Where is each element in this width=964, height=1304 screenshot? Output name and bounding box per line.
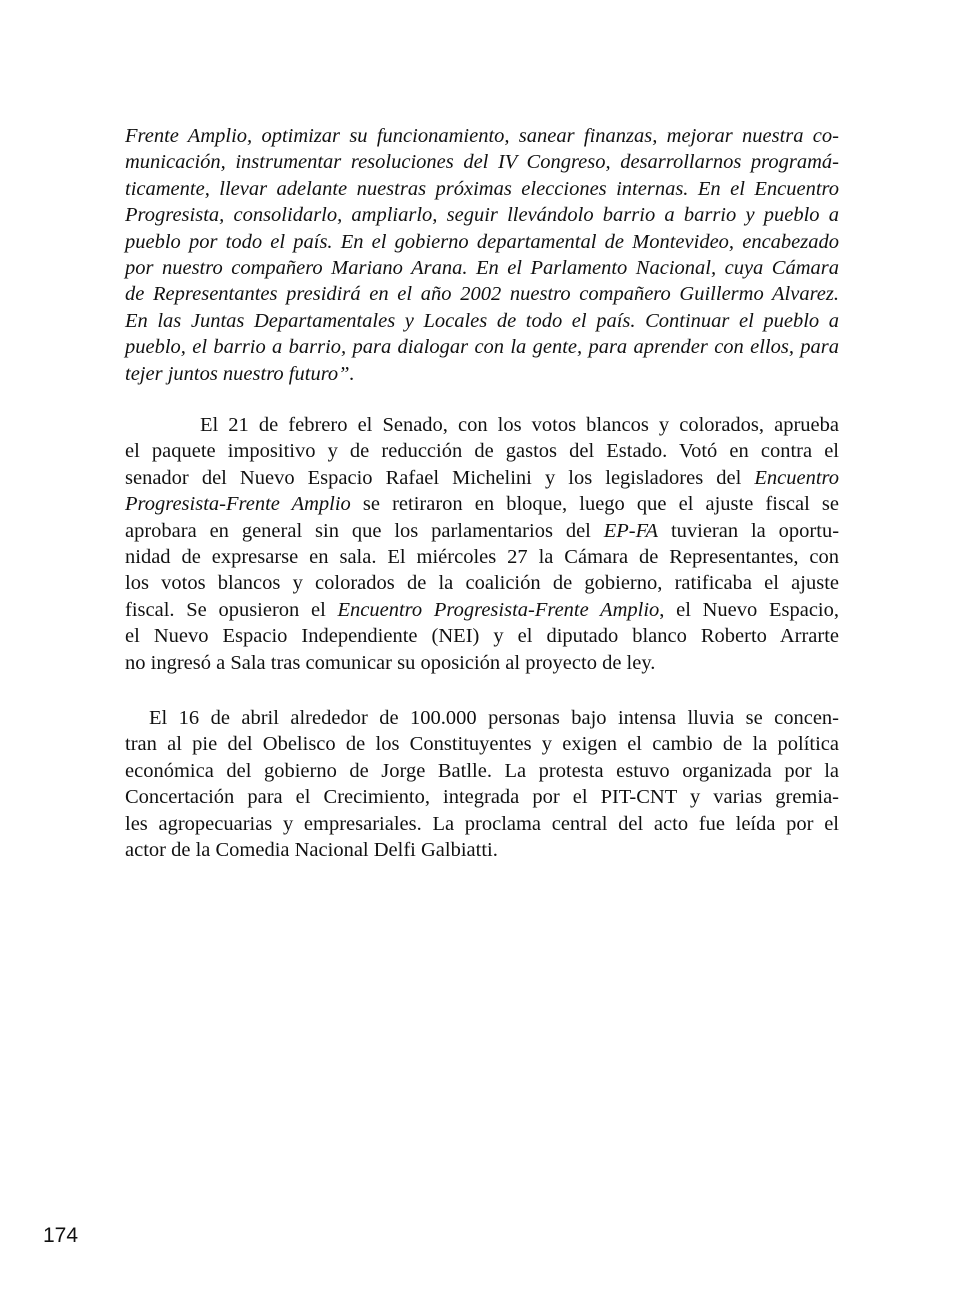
text-line: tejer juntos nuestro futuro”. xyxy=(125,362,355,385)
party-name-italic: Encuentro xyxy=(754,466,839,489)
text-line: aprobara en general sin que los parlamentarios del EP-FA tuvieran la oportu- xyxy=(125,519,840,542)
body-paragraph-protest xyxy=(125,705,839,863)
text-line: municación, instrumentar resoluciones del IV Congreso, desarrollarnos programá- xyxy=(125,151,839,174)
party-abbreviation-italic: EP-FA xyxy=(603,519,659,542)
text-line: el Nuevo Espacio Independiente (NEI) y el diputado blanco Roberto Arrarte xyxy=(125,625,839,648)
text-line: Progresista-Frente Amplio se retiraron en bloque, luego que el ajuste fiscal se xyxy=(125,493,839,516)
page-number: 174 xyxy=(43,1224,79,1247)
text-line: El 21 de febrero el Senado, con los votos blancos y colorados, aprueba xyxy=(200,414,839,436)
text-line: Progresista, consolidarlo, ampliarlo, seguir llevándolo barrio a barrio y pueblo a xyxy=(125,204,839,227)
party-name-italic: Encuentro Progresista-Frente Amplio xyxy=(337,598,660,621)
text-line: Frente Amplio, optimizar su funcionamiento, sanear finanzas, mejorar nuestra co- xyxy=(125,125,839,147)
quoted-paragraph xyxy=(125,123,839,387)
text-line: actor de la Comedia Nacional Delfi Galbiatti. xyxy=(125,839,498,862)
text-line: pueblo por todo el país. En el gobierno departamental de Montevideo, encabezado xyxy=(125,230,839,253)
text-line: fiscal. Se opusieron el Encuentro Progresista-Frente Amplio, el Nuevo Espacio, xyxy=(125,598,840,621)
party-name-italic: Progresista-Frente Amplio xyxy=(125,493,351,516)
text-line: les agropecuarias y empresariales. La proclama central del acto fue leída por el xyxy=(125,812,839,835)
text-line: pueblo, el barrio a barrio, para dialogar con la gente, para aprender con ellos, para xyxy=(125,336,839,359)
text-line: no ingresó a Sala tras comunicar su oposición al proyecto de ley. xyxy=(125,651,656,674)
body-paragraph-senate xyxy=(125,412,839,676)
text-line: senador del Nuevo Espacio Rafael Michelini y los legisladores del Encuentro xyxy=(125,466,839,489)
text-line: El 16 de abril alrededor de 100.000 personas bajo intensa lluvia se concen- xyxy=(149,707,839,729)
text-line: el paquete impositivo y de reducción de gastos del Estado. Votó en contra el xyxy=(125,440,839,463)
text-line: Concertación para el Crecimiento, integrada por el PIT-CNT y varias gremia- xyxy=(125,786,839,809)
text-line: económica del gobierno de Jorge Batlle. La protesta estuvo organizada por la xyxy=(125,759,839,782)
text-line: En las Juntas Departamentales y Locales de todo el país. Continuar el pueblo a xyxy=(125,309,839,332)
text-line: tran al pie del Obelisco de los Constituyentes y exigen el cambio de la política xyxy=(125,733,839,756)
text-line: nidad de expresarse en sala. El miércoles 27 la Cámara de Representantes, con xyxy=(125,546,839,569)
text-line: ticamente, llevar adelante nuestras próximas elecciones internas. En el Encuentro xyxy=(125,177,839,200)
text-line: los votos blancos y colorados de la coalición de gobierno, ratificaba el ajuste xyxy=(125,572,839,595)
text-line: de Representantes presidirá en el año 2002 nuestro compañero Guillermo Alvarez. xyxy=(125,283,839,306)
text-line: por nuestro compañero Mariano Arana. En el Parlamento Nacional, cuya Cámara xyxy=(125,257,839,280)
